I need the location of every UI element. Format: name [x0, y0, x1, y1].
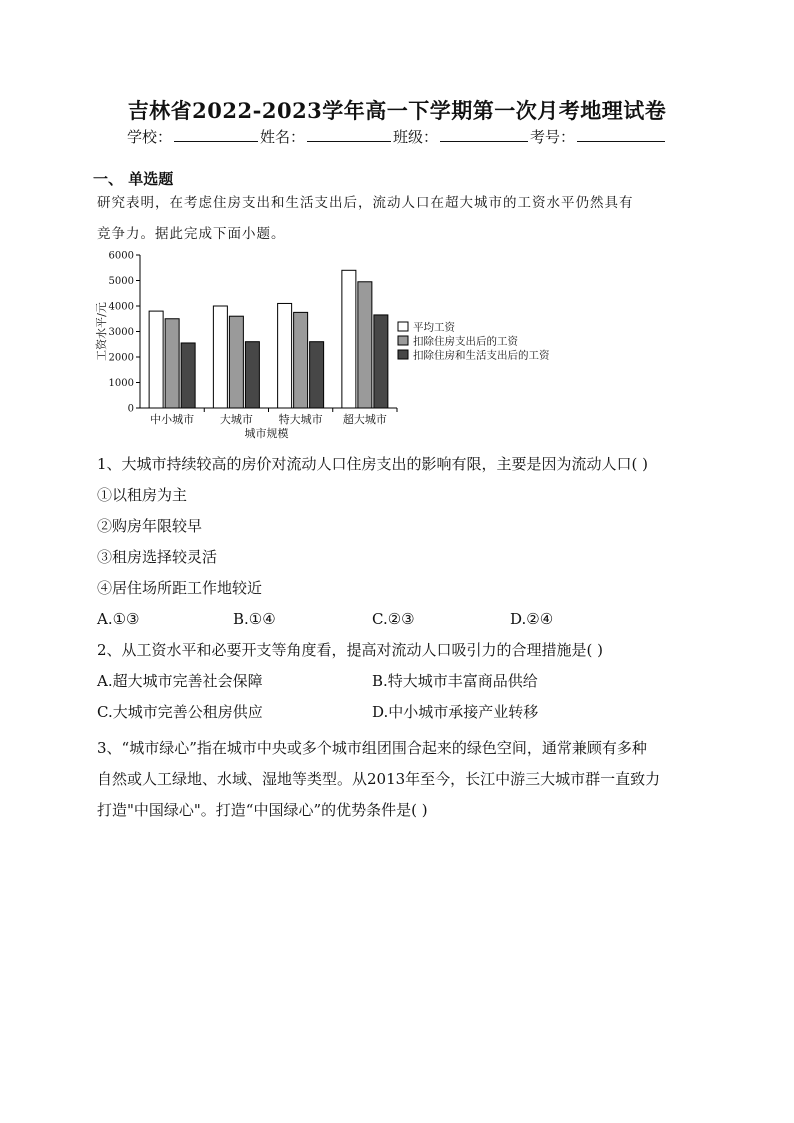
legend-swatch: [398, 350, 408, 359]
legend-label: 扣除住房和生活支出后的工资: [413, 349, 550, 362]
q1-item-1: ①以租房为主: [97, 486, 188, 504]
x-tick-label: 中小城市: [150, 413, 195, 426]
y-tick-label: 2000: [108, 352, 134, 364]
y-tick-label: 6000: [108, 250, 134, 262]
legend-swatch: [398, 322, 408, 331]
name-field[interactable]: [307, 127, 391, 142]
bar: [245, 342, 259, 408]
bar: [181, 343, 195, 408]
y-tick-label: 3000: [108, 327, 134, 338]
legend-swatch: [398, 336, 408, 345]
y-tick-label: 4000: [108, 301, 134, 313]
y-tick-label: 0: [127, 403, 134, 415]
class-field[interactable]: [440, 127, 528, 142]
y-axis-label: 工资水平/元: [95, 302, 108, 361]
q1-option-c[interactable]: C.②③: [372, 610, 415, 628]
q1-stem: 1、大城市持续较高的房价对流动人口住房支出的影响有限，主要是因为流动人口( ): [97, 455, 649, 473]
section-title: 一、 单选题: [93, 170, 174, 188]
q1-option-a[interactable]: A.①③: [97, 610, 140, 628]
q2-option-b[interactable]: B.特大城市丰富商品供给: [372, 672, 538, 690]
name-label: 姓名：: [259, 128, 305, 146]
x-tick-label: 超大城市: [342, 413, 387, 426]
q2-option-a[interactable]: A.超大城市完善社会保障: [97, 672, 263, 690]
exam-title: 吉林省2022-2023学年高一下学期第一次月考地理试卷: [127, 98, 667, 123]
q2-option-c[interactable]: C.大城市完善公租房供应: [97, 703, 263, 721]
bar: [358, 282, 372, 408]
legend-label: 扣除住房支出后的工资: [413, 335, 518, 348]
bar: [149, 311, 163, 408]
q3-line-1: 3、“城市绿心”指在城市中央或多个城市组团围合起来的绿色空间，通常兼顾有多种: [97, 739, 647, 757]
bar: [213, 306, 227, 408]
x-axis-label: 城市规模: [244, 427, 289, 440]
bar: [229, 316, 243, 408]
y-tick-label: 5000: [108, 276, 134, 287]
class-label: 班级：: [393, 128, 439, 146]
student-info-row: [0, 126, 794, 147]
q1-item-2: ②购房年限较早: [97, 517, 203, 535]
q2-option-d[interactable]: D.中小城市承接产业转移: [372, 703, 539, 721]
bar: [310, 342, 324, 408]
school-label: 学校：: [126, 128, 172, 146]
q1-item-4: ④居住场所距工作地较近: [97, 579, 263, 597]
q1-option-b[interactable]: B.①④: [233, 610, 276, 628]
q2-stem: 2、从工资水平和必要开支等角度看，提高对流动人口吸引力的合理措施是( ): [97, 641, 604, 659]
q3-line-3: 打造"中国绿心"。打造“中国绿心”的优势条件是( ): [97, 801, 428, 819]
q1-item-3: ③租房选择较灵活: [97, 548, 218, 566]
bar: [294, 312, 308, 408]
x-tick-label: 特大城市: [278, 413, 323, 426]
wage-bar-chart: [92, 245, 582, 445]
legend-label: 平均工资: [413, 321, 455, 334]
intro-line-2: 竞争力。据此完成下面小题。: [97, 226, 286, 242]
intro-line-1: 研究表明，在考虑住房支出和生活支出后，流动人口在超大城市的工资水平仍然具有: [97, 195, 634, 211]
school-field[interactable]: [174, 127, 258, 142]
y-tick-label: 1000: [108, 378, 134, 389]
q1-option-d[interactable]: D.②④: [510, 610, 554, 628]
q3-line-2: 自然或人工绿地、水域、湿地等类型。从2013年至今，长江中游三大城市群一直致力: [97, 770, 661, 788]
bar: [374, 315, 388, 408]
x-tick-label: 大城市: [219, 413, 253, 426]
intro-text: [97, 188, 697, 250]
q3-stem: [97, 733, 702, 826]
exam-number-field[interactable]: [577, 127, 665, 142]
bar: [342, 270, 356, 408]
bar: [278, 303, 292, 408]
exam-number-label: 考号：: [530, 128, 576, 146]
bar: [165, 319, 179, 408]
